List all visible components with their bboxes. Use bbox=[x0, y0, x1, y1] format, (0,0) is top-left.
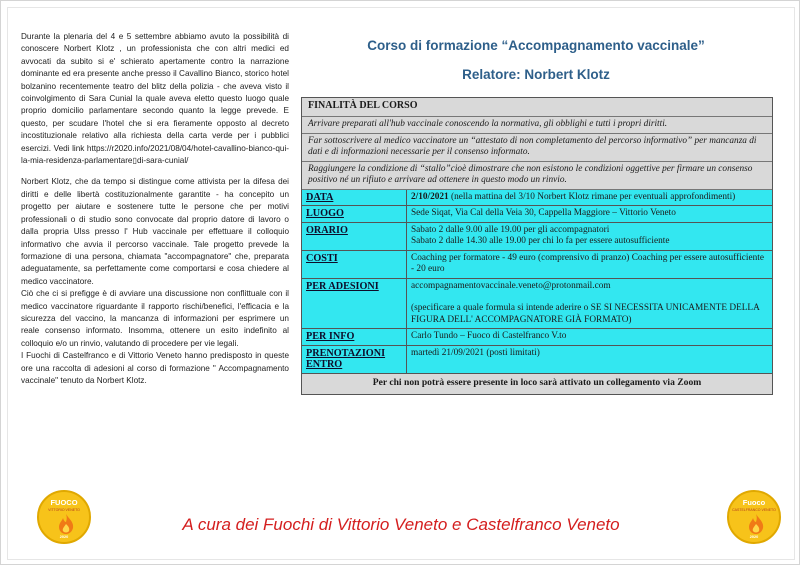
intro-paragraph-4: I Fuochi di Castelfranco e di Vittorio Veneto hanno predisposto in queste ore una raccolta di adesioni al corso di formazione " Accompagnamento vaccinale" tenuto da Norbert Klotz. bbox=[21, 351, 289, 385]
course-table bbox=[301, 97, 773, 395]
label-data: DATA bbox=[302, 190, 407, 206]
value-adesioni bbox=[407, 279, 772, 329]
flame-icon bbox=[746, 513, 766, 535]
label-orario: ORARIO bbox=[302, 223, 407, 250]
fuoco-castelfranco-logo bbox=[727, 490, 781, 544]
aim-row: Arrivare preparati all'hub vaccinale conoscendo la normativa, gli obblighi e tutti i propri diritti. bbox=[302, 117, 772, 134]
value-luogo: Sede Siqat, Via Cal della Veia 30, Cappella Maggiore – Vittorio Veneto bbox=[411, 208, 676, 218]
value-costi: Coaching per formatore - 49 euro (comprensivo di pranzo) Coaching per essere autosufficiente - 20 euro bbox=[411, 252, 764, 274]
logo-right-sub: CASTELFRANCO VENETO bbox=[732, 508, 776, 512]
aim-row: Raggiungere la condizione di “stallo”cioè dimostrare che non esistono le condizioni oggettive per firmare un consenso positivo né un rifiuto e arrivare ad ottenere in questo modo un rinvio. bbox=[302, 162, 772, 190]
logo-left-year: 2020 bbox=[59, 535, 69, 539]
fuoco-vittorio-logo bbox=[37, 490, 91, 544]
value-data bbox=[407, 190, 772, 206]
row-orario bbox=[302, 223, 772, 251]
aim-row: Far sottoscrivere al medico vaccinatore un “attestato di non completamento del percorso informativo” per mancanza di dati e di informazioni necessarie per il consenso informato. bbox=[302, 134, 772, 162]
row-data bbox=[302, 190, 772, 207]
value-info: Carlo Tundo – Fuoco di Castelfranco V.to bbox=[411, 331, 567, 341]
intro-text bbox=[21, 31, 289, 396]
logo-left-sub: VITTORIO VENETO bbox=[48, 508, 80, 512]
intro-paragraph-1: Durante la plenaria del 4 e 5 settembre abbiamo avuto la possibilità di conoscere Norbert Klotz , un professionista che con altri medici ed avvocati da subito si e' schierato apertamente contro la narrazione dominante ed era presente anche presso il Cavallino Bianco, storico hotel bolzanino recentemente teatro del blitz della polizia - che aveva visto il coinvolgimento di Sara Cunial la quale aveva eletto questo luogo quale proprio domicilio parlamentare secondo quanto la legge prevede. E questo, per scudare l'hotel che si era fieramente opposto al decreto incostituzionale relativo alla richiesta della carta verde per i pubblici esercizi. Vedi link https://r2020.info/2021/08/04/hotel-cavallino-bianco-qui-la-mia-residenza-parlamentare▯di-sara-cunial/ bbox=[21, 32, 289, 166]
orario-line-1: Sabato 2 dalle 9.00 alle 19.00 per gli accompagnatori bbox=[411, 224, 610, 235]
zoom-note: Per chi non potrà essere presente in loco sarà attivato un collegamento via Zoom bbox=[302, 374, 772, 394]
label-luogo: LUOGO bbox=[302, 206, 407, 222]
adesioni-note: (specificare a quale formula si intende aderire o SE SI NECESSITA UNICAMENTE DELLA FIGURA DELL' ACCOMPAGNATORE GIÀ FORMATO) bbox=[411, 303, 760, 325]
row-costi bbox=[302, 251, 772, 279]
intro-paragraph-3: Ciò che ci si prefigge è di avviare una discussione non conflittuale con il medico vaccinatore riguardante il rapporto rischi/benefici, l'efficacia e la sicurezza del vaccino, la mancanza di informazioni per esprimere un reale consenso informato. Insomma, ottenere un esito indefinito al colloquio e/o un rinvio, valutando di procedere per vie legali. bbox=[21, 289, 289, 348]
aims-heading: FINALITÀ DEL CORSO bbox=[302, 98, 772, 117]
intro-paragraph-2: Norbert Klotz, che da tempo si distingue come attivista per la difesa dei diritti e delle libertà costituzionalmente garantite - ha concepito un progetto per aiutare e sostenere tutte le persone che per motivi professionali o di studio sono convocate dal proprio datore di lavoro o dalla propria Ulss presso l' Hub vaccinale per effettuare il colloquio informativo che avvia il percorso vaccinale. Tale progetto prevede la formazione di una persona, chiamata "accompagnatore" che, preparata adeguatamente, sa perfettamente come comportarsi e cosa chiedere al medico vaccinatore. bbox=[21, 177, 289, 286]
curated-by: A cura dei Fuochi di Vittorio Veneto e Castelfranco Veneto bbox=[182, 515, 620, 534]
label-info: PER INFO bbox=[302, 329, 407, 345]
logo-left-text: FUOCO bbox=[50, 498, 78, 507]
date-note: (nella mattina del 3/10 Norbert Klotz rimane per eventuali approfondimenti) bbox=[448, 191, 736, 202]
value-prenotazioni: martedì 21/09/2021 (posti limitati) bbox=[411, 347, 540, 358]
logo-right-text: Fuoco bbox=[742, 498, 766, 507]
email-link[interactable]: accompagnamentovaccinale.veneto@protonmail.com bbox=[411, 280, 611, 291]
row-prenotazioni bbox=[302, 346, 772, 374]
orario-line-2: Sabato 2 dalle 14.30 alle 19.00 per chi lo fa per essere autosufficiente bbox=[411, 236, 670, 246]
logo-right-year: 2020 bbox=[749, 535, 759, 539]
label-prenotazioni: PRENOTAZIONI ENTRO bbox=[302, 346, 407, 373]
label-adesioni: PER ADESIONI bbox=[302, 279, 407, 329]
label-costi: COSTI bbox=[302, 251, 407, 278]
flame-icon bbox=[56, 513, 76, 535]
row-info bbox=[302, 329, 772, 346]
date-strong: 2/10/2021 bbox=[411, 191, 449, 202]
value-orario bbox=[407, 223, 772, 250]
course-title: Corso di formazione “Accompagnamento vaccinale” bbox=[367, 38, 705, 53]
row-luogo bbox=[302, 206, 772, 223]
row-adesioni bbox=[302, 279, 772, 330]
course-speaker: Relatore: Norbert Klotz bbox=[462, 67, 610, 82]
